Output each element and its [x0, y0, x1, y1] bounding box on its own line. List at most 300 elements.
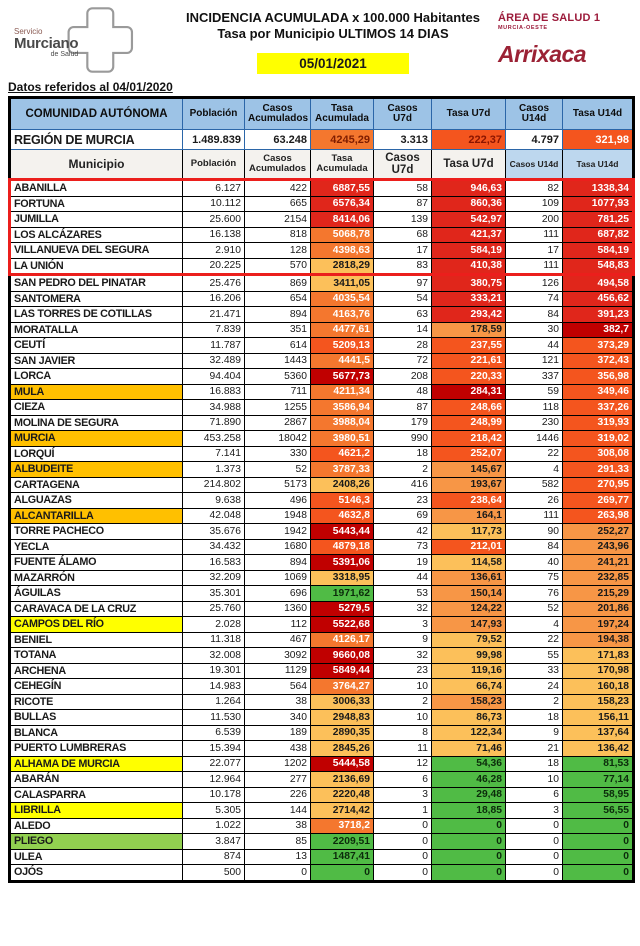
column-header-4: Casos U7d: [374, 98, 432, 130]
tasa-u7d-cell: 333,21: [432, 291, 506, 307]
casos-u7d-cell: 3: [374, 787, 432, 803]
poblacion-cell: 94.404: [183, 369, 245, 385]
casos-acumulados-cell: 654: [245, 291, 311, 307]
municipality-name-cell: ÁGUILAS: [10, 586, 183, 602]
poblacion-cell: 7.839: [183, 322, 245, 338]
tasa-u7d-cell: 0: [432, 865, 506, 882]
casos-u7d-cell: 48: [374, 384, 432, 400]
tasa-u14d-cell: 232,85: [563, 570, 634, 586]
tasa-u7d-cell: 66,74: [432, 679, 506, 695]
municipio-column-header-6: Casos U14d: [506, 150, 563, 180]
tasa-acumulada-cell: 3006,33: [311, 694, 374, 710]
poblacion-cell: 16.583: [183, 555, 245, 571]
municipality-row: [10, 508, 634, 524]
tasa-acumulada-cell: 1487,41: [311, 849, 374, 865]
casos-u7d-cell: 17: [374, 243, 432, 259]
tasa-u7d-cell: 114,58: [432, 555, 506, 571]
municipality-name-cell: MULA: [10, 384, 183, 400]
municipality-row: [10, 570, 634, 586]
tasa-u7d-cell: 164,1: [432, 508, 506, 524]
casos-u7d-cell: 28: [374, 338, 432, 354]
municipality-row: [10, 679, 634, 695]
poblacion-cell: 10.112: [183, 196, 245, 212]
casos-acumulados-cell: 144: [245, 803, 311, 819]
tasa-u14d-cell: 0: [563, 818, 634, 834]
municipality-row: [10, 632, 634, 648]
tasa-u14d-cell: 337,26: [563, 400, 634, 416]
tasa-acumulada-cell: 5209,13: [311, 338, 374, 354]
column-header-6: Casos U14d: [506, 98, 563, 130]
casos-acumulados-cell: 226: [245, 787, 311, 803]
logo-line-servicio: Servicio: [14, 27, 43, 36]
tasa-acumulada-cell: 4621,2: [311, 446, 374, 462]
poblacion-cell: 16.206: [183, 291, 245, 307]
municipality-name-cell: SAN PEDRO DEL PINATAR: [10, 275, 183, 292]
tasa-acumulada-cell: 3586,94: [311, 400, 374, 416]
poblacion-cell: 10.178: [183, 787, 245, 803]
municipality-row: [10, 243, 634, 259]
casos-u14d-cell: 111: [506, 258, 563, 275]
poblacion-cell: 21.471: [183, 307, 245, 323]
municipality-row: [10, 663, 634, 679]
tasa-u14d-cell: 349,46: [563, 384, 634, 400]
tasa-u14d-cell: 0: [563, 865, 634, 882]
poblacion-cell: 16.883: [183, 384, 245, 400]
casos-u7d-cell: 14: [374, 322, 432, 338]
poblacion-cell: 11.318: [183, 632, 245, 648]
tasa-u14d-cell: 158,23: [563, 694, 634, 710]
municipality-name-cell: CEUTÍ: [10, 338, 183, 354]
tasa-acumulada-cell: 6576,34: [311, 196, 374, 212]
table-header-row-municipio: [10, 150, 634, 180]
casos-u14d-cell: 582: [506, 477, 563, 493]
municipality-name-cell: ALBUDEITE: [10, 462, 183, 478]
poblacion-cell: 11.530: [183, 710, 245, 726]
tasa-u14d-cell: 0: [563, 834, 634, 850]
tasa-acumulada-cell: 5391,06: [311, 555, 374, 571]
municipality-name-cell: ABANILLA: [10, 180, 183, 197]
municipality-name-cell: LORQUÍ: [10, 446, 183, 462]
tasa-u14d-cell: 308,08: [563, 446, 634, 462]
tasa-acumulada-cell: 2714,42: [311, 803, 374, 819]
municipality-row: [10, 415, 634, 431]
municipality-row: [10, 586, 634, 602]
casos-acumulados-cell: 5360: [245, 369, 311, 385]
casos-u14d-cell: 22: [506, 446, 563, 462]
casos-u14d-cell: 22: [506, 632, 563, 648]
tasa-u7d-cell: 136,61: [432, 570, 506, 586]
casos-acumulados-cell: 1942: [245, 524, 311, 540]
casos-u14d-cell: 10: [506, 772, 563, 788]
municipality-row: [10, 227, 634, 243]
casos-u7d-cell: 416: [374, 477, 432, 493]
casos-u7d-cell: 69: [374, 508, 432, 524]
tasa-u7d-cell: 946,63: [432, 180, 506, 197]
poblacion-cell: 15.394: [183, 741, 245, 757]
casos-acumulados-cell: 467: [245, 632, 311, 648]
region-ca-cell: 63.248: [245, 130, 311, 150]
tasa-u14d-cell: 194,38: [563, 632, 634, 648]
poblacion-cell: 874: [183, 849, 245, 865]
poblacion-cell: 3.847: [183, 834, 245, 850]
casos-u14d-cell: 0: [506, 818, 563, 834]
tasa-u7d-cell: 542,97: [432, 212, 506, 228]
tasa-u7d-cell: 54,36: [432, 756, 506, 772]
casos-acumulados-cell: 38: [245, 818, 311, 834]
tasa-u14d-cell: 201,86: [563, 601, 634, 617]
tasa-u14d-cell: 548,83: [563, 258, 634, 275]
municipality-row: [10, 446, 634, 462]
casos-u7d-cell: 23: [374, 493, 432, 509]
casos-acumulados-cell: 869: [245, 275, 311, 292]
poblacion-cell: 9.638: [183, 493, 245, 509]
tasa-u7d-cell: 147,93: [432, 617, 506, 633]
municipality-row: [10, 493, 634, 509]
municipality-name-cell: CEHEGÍN: [10, 679, 183, 695]
casos-u14d-cell: 111: [506, 508, 563, 524]
casos-u14d-cell: 18: [506, 710, 563, 726]
tasa-u7d-cell: 293,42: [432, 307, 506, 323]
casos-u7d-cell: 9: [374, 632, 432, 648]
tasa-acumulada-cell: 5677,73: [311, 369, 374, 385]
casos-acumulados-cell: 818: [245, 227, 311, 243]
tasa-acumulada-cell: 9660,08: [311, 648, 374, 664]
tasa-u7d-cell: 421,37: [432, 227, 506, 243]
casos-u14d-cell: 30: [506, 322, 563, 338]
tasa-u14d-cell: 494,58: [563, 275, 634, 292]
report-title-line2: Tasa por Municipio ULTIMOS 14 DIAS: [217, 26, 449, 42]
tasa-acumulada-cell: 3718,2: [311, 818, 374, 834]
municipality-row: [10, 756, 634, 772]
column-header-5: Tasa U7d: [432, 98, 506, 130]
casos-u14d-cell: 4: [506, 617, 563, 633]
casos-u7d-cell: 58: [374, 180, 432, 197]
municipality-name-cell: PLIEGO: [10, 834, 183, 850]
tasa-acumulada-cell: 5443,44: [311, 524, 374, 540]
casos-u7d-cell: 11: [374, 741, 432, 757]
casos-acumulados-cell: 128: [245, 243, 311, 259]
casos-u7d-cell: 0: [374, 849, 432, 865]
casos-u14d-cell: 0: [506, 834, 563, 850]
poblacion-cell: 34.432: [183, 539, 245, 555]
tasa-u14d-cell: 252,27: [563, 524, 634, 540]
casos-u14d-cell: 44: [506, 338, 563, 354]
municipality-name-cell: MAZARRÓN: [10, 570, 183, 586]
municipality-name-cell: BLANCA: [10, 725, 183, 741]
tasa-acumulada-cell: 2209,51: [311, 834, 374, 850]
casos-u14d-cell: 200: [506, 212, 563, 228]
casos-u7d-cell: 2: [374, 694, 432, 710]
municipality-row: [10, 307, 634, 323]
municipality-row: [10, 539, 634, 555]
poblacion-cell: 1.022: [183, 818, 245, 834]
municipio-column-header-5: Tasa U7d: [432, 150, 506, 180]
tasa-acumulada-cell: 3764,27: [311, 679, 374, 695]
report-title-line1: INCIDENCIA ACUMULADA x 100.000 Habitantes: [185, 10, 480, 25]
tasa-u14d-cell: 781,25: [563, 212, 634, 228]
casos-u7d-cell: 1: [374, 803, 432, 819]
tasa-u7d-cell: 29,48: [432, 787, 506, 803]
casos-u7d-cell: 23: [374, 663, 432, 679]
poblacion-cell: 6.539: [183, 725, 245, 741]
casos-u14d-cell: 121: [506, 353, 563, 369]
casos-acumulados-cell: 2867: [245, 415, 311, 431]
casos-acumulados-cell: 189: [245, 725, 311, 741]
tasa-acumulada-cell: 4441,5: [311, 353, 374, 369]
municipality-name-cell: LOS ALCÁZARES: [10, 227, 183, 243]
municipio-column-header-0: Municipio: [10, 150, 183, 180]
tasa-acumulada-cell: 4126,17: [311, 632, 374, 648]
municipality-name-cell: CAMPOS DEL RÍO: [10, 617, 183, 633]
municipality-row: [10, 555, 634, 571]
municipality-row: [10, 617, 634, 633]
casos-acumulados-cell: 1680: [245, 539, 311, 555]
municipality-row: [10, 849, 634, 865]
poblacion-cell: 1.264: [183, 694, 245, 710]
tasa-u7d-cell: 238,64: [432, 493, 506, 509]
poblacion-cell: 25.600: [183, 212, 245, 228]
casos-acumulados-cell: 1360: [245, 601, 311, 617]
tasa-u14d-cell: 156,11: [563, 710, 634, 726]
tasa-acumulada-cell: 3787,33: [311, 462, 374, 478]
municipality-name-cell: SANTOMERA: [10, 291, 183, 307]
municipality-row: [10, 353, 634, 369]
tasa-acumulada-cell: 4477,61: [311, 322, 374, 338]
casos-u14d-cell: 84: [506, 539, 563, 555]
tasa-u7d-cell: 248,99: [432, 415, 506, 431]
casos-acumulados-cell: 2154: [245, 212, 311, 228]
municipality-row: [10, 258, 634, 275]
casos-u7d-cell: 6: [374, 772, 432, 788]
tasa-acumulada-cell: 1971,62: [311, 586, 374, 602]
municipality-row: [10, 322, 634, 338]
tasa-u7d-cell: 0: [432, 834, 506, 850]
municipality-row: [10, 384, 634, 400]
municipality-name-cell: VILLANUEVA DEL SEGURA: [10, 243, 183, 259]
casos-u7d-cell: 87: [374, 400, 432, 416]
casos-acumulados-cell: 38: [245, 694, 311, 710]
poblacion-cell: 20.225: [183, 258, 245, 275]
municipality-row: [10, 787, 634, 803]
casos-u14d-cell: 55: [506, 648, 563, 664]
casos-acumulados-cell: 112: [245, 617, 311, 633]
casos-acumulados-cell: 570: [245, 258, 311, 275]
casos-u14d-cell: 118: [506, 400, 563, 416]
tasa-u14d-cell: 372,43: [563, 353, 634, 369]
tasa-acumulada-cell: 5444,58: [311, 756, 374, 772]
poblacion-cell: 25.760: [183, 601, 245, 617]
casos-u7d-cell: 53: [374, 586, 432, 602]
tasa-u14d-cell: 243,96: [563, 539, 634, 555]
municipality-row: [10, 291, 634, 307]
tasa-u7d-cell: 178,59: [432, 322, 506, 338]
casos-acumulados-cell: 1129: [245, 663, 311, 679]
arrixaca-logo: Arrixaca: [498, 41, 587, 67]
casos-u7d-cell: 8: [374, 725, 432, 741]
casos-u7d-cell: 139: [374, 212, 432, 228]
column-header-3: Tasa Acumulada: [311, 98, 374, 130]
municipality-name-cell: LAS TORRES DE COTILLAS: [10, 307, 183, 323]
tasa-u14d-cell: 81,53: [563, 756, 634, 772]
municipality-row: [10, 275, 634, 292]
municipality-name-cell: FUENTE ÁLAMO: [10, 555, 183, 571]
municipality-name-cell: CARAVACA DE LA CRUZ: [10, 601, 183, 617]
poblacion-cell: 2.910: [183, 243, 245, 259]
casos-u14d-cell: 90: [506, 524, 563, 540]
municipality-name-cell: ALGUAZAS: [10, 493, 183, 509]
casos-acumulados-cell: 351: [245, 322, 311, 338]
municipality-name-cell: LIBRILLA: [10, 803, 183, 819]
casos-u7d-cell: 179: [374, 415, 432, 431]
casos-u7d-cell: 3: [374, 617, 432, 633]
casos-u14d-cell: 17: [506, 243, 563, 259]
tasa-u7d-cell: 220,33: [432, 369, 506, 385]
tasa-acumulada-cell: 5146,3: [311, 493, 374, 509]
region-t7-cell: 222,37: [432, 130, 506, 150]
logo-line-de-salud: de Salud: [50, 51, 79, 58]
casos-acumulados-cell: 711: [245, 384, 311, 400]
tasa-acumulada-cell: 8414,06: [311, 212, 374, 228]
tasa-acumulada-cell: 4398,63: [311, 243, 374, 259]
region-t14-cell: 321,98: [563, 130, 634, 150]
casos-u14d-cell: 84: [506, 307, 563, 323]
tasa-acumulada-cell: 4163,76: [311, 307, 374, 323]
tasa-u7d-cell: 119,16: [432, 663, 506, 679]
municipality-name-cell: FORTUNA: [10, 196, 183, 212]
tasa-acumulada-cell: 5522,68: [311, 617, 374, 633]
tasa-u7d-cell: 380,75: [432, 275, 506, 292]
tasa-acumulada-cell: 2408,26: [311, 477, 374, 493]
tasa-u7d-cell: 117,73: [432, 524, 506, 540]
incidence-table: [8, 96, 635, 883]
tasa-u7d-cell: 79,52: [432, 632, 506, 648]
municipality-row: [10, 212, 634, 228]
report-title-block: [168, 4, 498, 74]
municipality-row: [10, 818, 634, 834]
casos-acumulados-cell: 894: [245, 555, 311, 571]
poblacion-cell: 34.988: [183, 400, 245, 416]
poblacion-cell: 1.373: [183, 462, 245, 478]
tasa-u14d-cell: 160,18: [563, 679, 634, 695]
tasa-u7d-cell: 158,23: [432, 694, 506, 710]
municipality-name-cell: LA UNIÓN: [10, 258, 183, 275]
casos-u14d-cell: 82: [506, 180, 563, 197]
casos-acumulados-cell: 665: [245, 196, 311, 212]
casos-u7d-cell: 63: [374, 307, 432, 323]
casos-u14d-cell: 126: [506, 275, 563, 292]
tasa-acumulada-cell: 4632,8: [311, 508, 374, 524]
tasa-u7d-cell: 860,36: [432, 196, 506, 212]
casos-u7d-cell: 18: [374, 446, 432, 462]
municipality-name-cell: BULLAS: [10, 710, 183, 726]
tasa-u14d-cell: 291,33: [563, 462, 634, 478]
casos-u7d-cell: 97: [374, 275, 432, 292]
tasa-u14d-cell: 215,29: [563, 586, 634, 602]
municipality-row: [10, 196, 634, 212]
municipality-name-cell: BENIEL: [10, 632, 183, 648]
municipality-name-cell: PUERTO LUMBRERAS: [10, 741, 183, 757]
tasa-u7d-cell: 0: [432, 849, 506, 865]
tasa-acumulada-cell: 5849,44: [311, 663, 374, 679]
municipality-name-cell: CARTAGENA: [10, 477, 183, 493]
municipality-row: [10, 803, 634, 819]
poblacion-cell: 214.802: [183, 477, 245, 493]
servicio-murciano-logo: [0, 4, 168, 76]
municipality-name-cell: ALEDO: [10, 818, 183, 834]
casos-u14d-cell: 18: [506, 756, 563, 772]
casos-acumulados-cell: 1255: [245, 400, 311, 416]
tasa-u14d-cell: 270,95: [563, 477, 634, 493]
area-salud-sublabel: MURCIA-OESTE: [498, 25, 548, 31]
municipality-name-cell: ARCHENA: [10, 663, 183, 679]
casos-u14d-cell: 76: [506, 586, 563, 602]
casos-u7d-cell: 0: [374, 834, 432, 850]
casos-acumulados-cell: 564: [245, 679, 311, 695]
region-p-cell: 1.489.839: [183, 130, 245, 150]
municipality-row: [10, 431, 634, 447]
casos-u7d-cell: 32: [374, 648, 432, 664]
poblacion-cell: 5.305: [183, 803, 245, 819]
tasa-u7d-cell: 248,66: [432, 400, 506, 416]
tasa-acumulada-cell: 2948,83: [311, 710, 374, 726]
casos-u7d-cell: 10: [374, 679, 432, 695]
municipio-column-header-1: Población: [183, 150, 245, 180]
tasa-u7d-cell: 410,38: [432, 258, 506, 275]
tasa-u7d-cell: 86,73: [432, 710, 506, 726]
casos-acumulados-cell: 1202: [245, 756, 311, 772]
casos-acumulados-cell: 422: [245, 180, 311, 197]
municipality-row: [10, 648, 634, 664]
tasa-u7d-cell: 252,07: [432, 446, 506, 462]
casos-acumulados-cell: 340: [245, 710, 311, 726]
region-name-cell: REGIÓN DE MURCIA: [10, 130, 183, 150]
municipality-group: [10, 275, 634, 882]
tasa-acumulada-cell: 2136,69: [311, 772, 374, 788]
tasa-u7d-cell: 124,22: [432, 601, 506, 617]
poblacion-cell: 14.983: [183, 679, 245, 695]
casos-acumulados-cell: 85: [245, 834, 311, 850]
casos-u7d-cell: 10: [374, 710, 432, 726]
municipality-name-cell: ABARÁN: [10, 772, 183, 788]
tasa-u7d-cell: 284,31: [432, 384, 506, 400]
municipality-name-cell: YECLA: [10, 539, 183, 555]
region-row: [10, 130, 634, 150]
region-ta-cell: 4245,29: [311, 130, 374, 150]
tasa-u7d-cell: 584,19: [432, 243, 506, 259]
casos-u14d-cell: 21: [506, 741, 563, 757]
tasa-u7d-cell: 237,55: [432, 338, 506, 354]
column-header-1: Población: [183, 98, 245, 130]
casos-u7d-cell: 44: [374, 570, 432, 586]
municipality-name-cell: JUMILLA: [10, 212, 183, 228]
poblacion-cell: 22.077: [183, 756, 245, 772]
casos-u7d-cell: 73: [374, 539, 432, 555]
municipality-row: [10, 369, 634, 385]
tasa-u14d-cell: 373,29: [563, 338, 634, 354]
poblacion-cell: 32.209: [183, 570, 245, 586]
tasa-u7d-cell: 71,46: [432, 741, 506, 757]
tasa-u7d-cell: 0: [432, 818, 506, 834]
poblacion-cell: 16.138: [183, 227, 245, 243]
tasa-u7d-cell: 99,98: [432, 648, 506, 664]
casos-u7d-cell: 32: [374, 601, 432, 617]
tasa-u7d-cell: 150,14: [432, 586, 506, 602]
poblacion-cell: 25.476: [183, 275, 245, 292]
municipality-name-cell: ALHAMA DE MURCIA: [10, 756, 183, 772]
tasa-acumulada-cell: 0: [311, 865, 374, 882]
casos-acumulados-cell: 894: [245, 307, 311, 323]
highlighted-municipality-group: [10, 180, 634, 275]
